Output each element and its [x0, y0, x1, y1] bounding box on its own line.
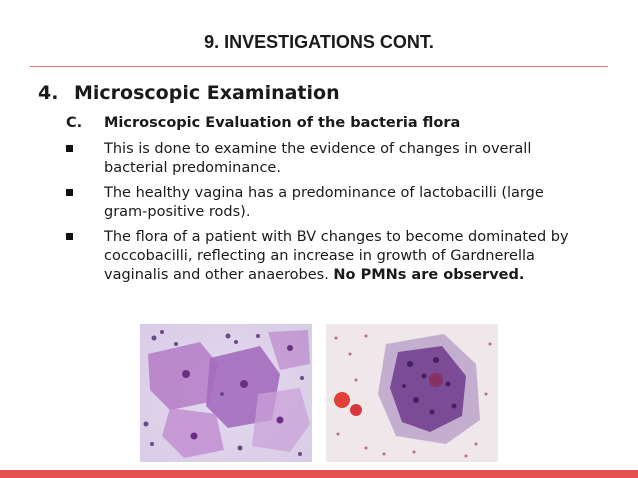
section-label: Microscopic Examination: [74, 82, 340, 104]
square-bullet-icon: [66, 189, 73, 196]
square-bullet-icon: [66, 145, 73, 152]
bullet-item: [66, 184, 586, 222]
bullet-item: [66, 140, 586, 178]
bullet-bold-text: No PMNs are observed.: [333, 267, 525, 283]
bullet-list: [66, 140, 586, 291]
micrograph-healthy-image: [140, 324, 312, 462]
subsection-heading: [66, 115, 460, 131]
subsection-letter: C.: [66, 115, 83, 131]
bullet-text: This is done to examine the evidence of changes in overall bacterial predominance.: [104, 141, 532, 176]
bullet-item: [66, 228, 586, 285]
title-divider: [30, 66, 608, 67]
bullet-text: The flora of a patient with BV changes to become dominated by coccobacilli, reflecting an increase in growth of Gardnerella vaginalis and other anaerobes.: [104, 229, 569, 283]
subsection-label: Microscopic Evaluation of the bacteria flora: [104, 115, 461, 131]
bullet-text: The healthy vagina has a predominance of lactobacilli (large gram-positive rods).: [104, 185, 544, 220]
footer-accent-bar: [0, 470, 638, 478]
slide-title: 9. INVESTIGATIONS CONT.: [204, 32, 434, 52]
square-bullet-icon: [66, 233, 73, 240]
micrograph-bv-image: [326, 324, 498, 462]
section-number: 4.: [38, 82, 59, 104]
section-heading: [38, 82, 340, 104]
